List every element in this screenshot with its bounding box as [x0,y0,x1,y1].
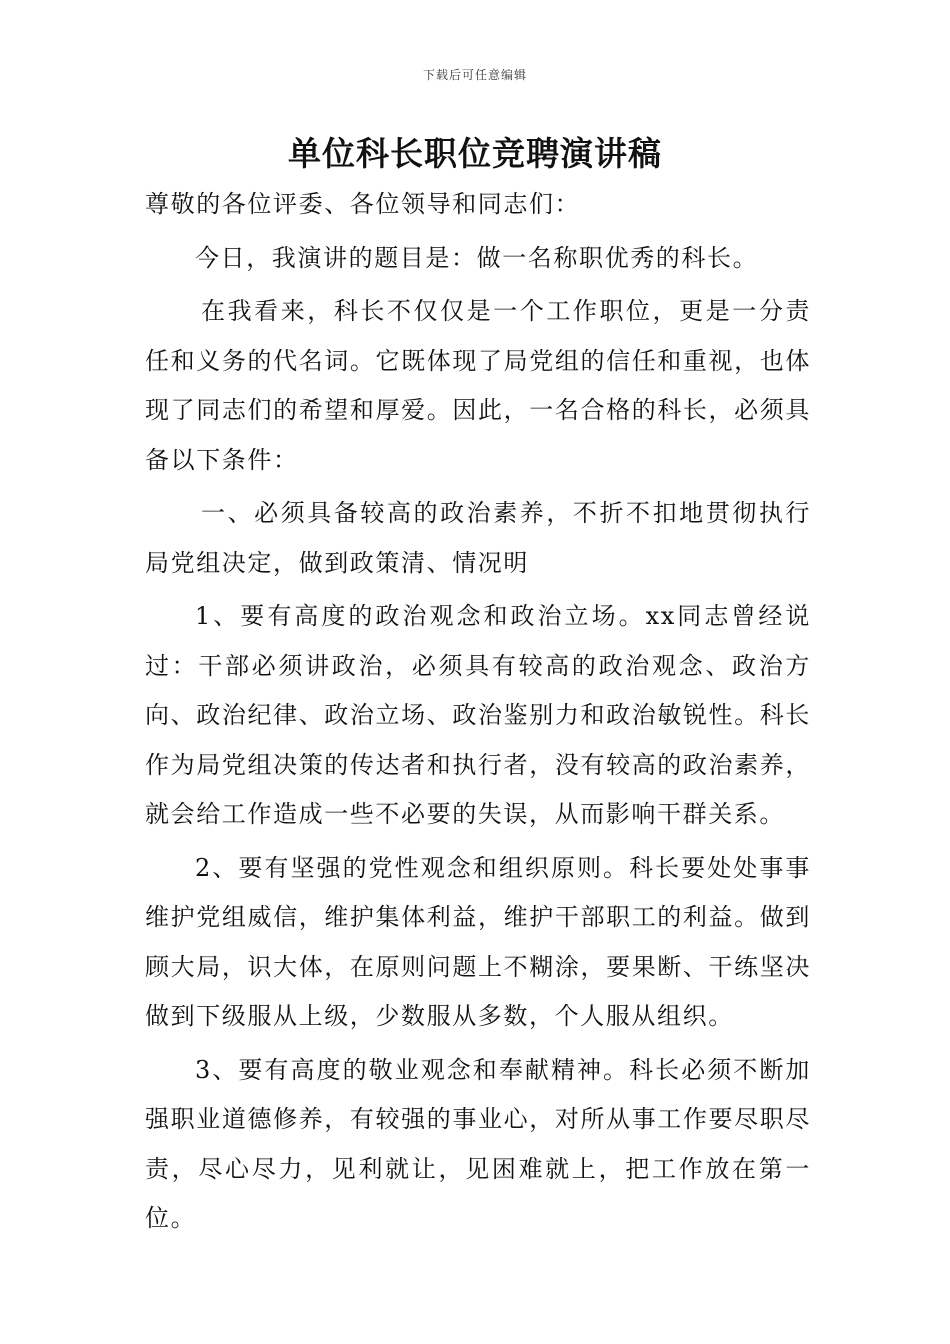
paragraph-section-one: 一、必须具备较高的政治素养，不折不扣地贯彻执行局党组决定，做到政策清、情况明 [145,499,811,577]
document-body [145,180,811,1244]
paragraph-item-2: 2、要有坚强的党性观念和组织原则。科长要处处事事维护党组威信，维护集体利益，维护干部职工的利益。做到顾大局，识大体，在原则问题上不糊涂，要果断、干练坚决做到下级服从上级，少数服从多数，个人服从组织。 [145,853,811,1030]
header-note: 下载后可任意编辑 [422,68,527,82]
paragraph-item-1: 1、要有高度的政治观念和政治立场。xx同志曾经说过：干部必须讲政治，必须具有较高的政治观念、政治方向、政治纪律、政治立场、政治鉴别力和政治敏锐性。科长作为局党组决策的传达者和执行者，没有较高的政治素养，就会给工作造成一些不必要的失误，从而影响干群关系。 [145,602,811,828]
greeting-paragraph: 尊敬的各位评委、各位领导和同志们： [145,190,581,218]
paragraph-item-3: 3、要有高度的敬业观念和奉献精神。科长必须不断加强职业道德修养，有较强的事业心，对所从事工作要尽职尽责，尽心尽力，见利就让，见困难就上，把工作放在第一位。 [145,1055,811,1232]
paragraph-view: 在我看来，科长不仅仅是一个工作职位，更是一分责任和义务的代名词。它既体现了局党组的信任和重视，也体现了同志们的希望和厚爱。因此，一名合格的科长，必须具备以下条件： [145,297,811,474]
document-title: 单位科长职位竞聘演讲稿 [288,134,662,173]
paragraph-topic: 今日，我演讲的题目是：做一名称职优秀的科长。 [195,243,759,272]
